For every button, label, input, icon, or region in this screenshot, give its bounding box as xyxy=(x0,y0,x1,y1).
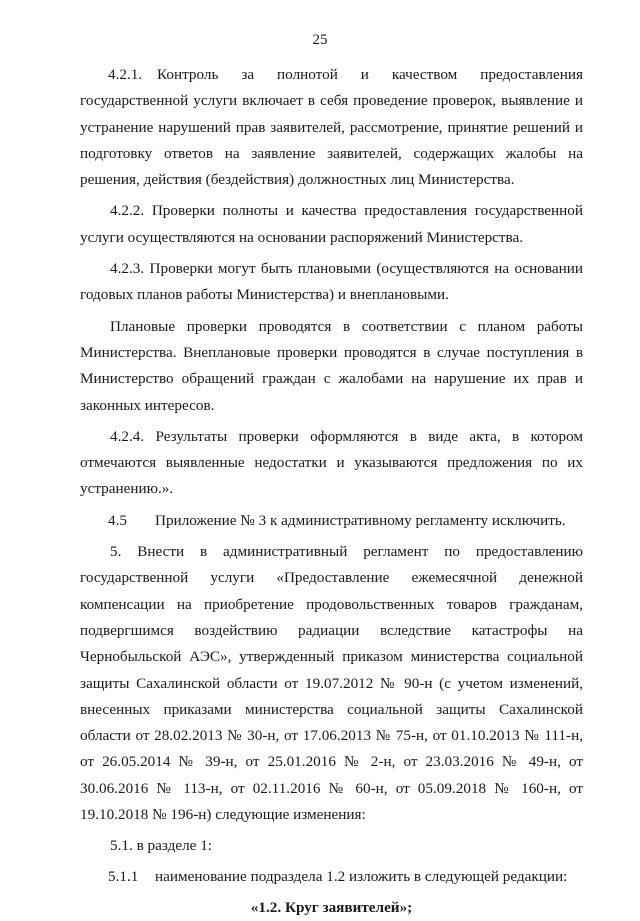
paragraph-4-2-3: 4.2.3. Проверки могут быть плановыми (осуществляются на основании годовых планов работы Министерства) и внеплановыми. xyxy=(80,260,583,304)
paragraph-planned-inspections: Плановые проверки проводятся в соответствии с планом работы Министерства. Внеплановые проверки проводятся в случае поступления в Министерство обращений граждан с жалобами на нарушение их прав и законных интересов. xyxy=(80,317,583,414)
paragraph-first-line: Контроль за полнотой и качеством предоставления xyxy=(157,66,583,83)
paragraph-number: 4.5 xyxy=(108,511,127,529)
page-number: 25 xyxy=(312,32,328,48)
paragraph-text: Приложение № 3 к административному регламенту исключить. xyxy=(155,511,566,529)
paragraph-text: государственной услуги включает в себя проведение проверок, выявление и устранение нарушений прав заявителей, рассмотрение, принятие решений и подготовку ответов на заявление заявителей, содержащих жалобы на решения, действия (бездействия) должностных лиц Министерства. xyxy=(80,92,583,189)
paragraph-5-1-1 xyxy=(80,864,583,890)
paragraph-4-2-2: 4.2.2. Проверки полноты и качества предоставления государственной услуги осуществляются на основании распоряжений Министерства. xyxy=(80,202,583,246)
document-body xyxy=(80,62,583,921)
paragraph-text: наименование подраздела 1.2 изложить в следующей редакции: xyxy=(155,867,568,885)
section-heading-1-2: «1.2. Круг заявителей»; xyxy=(250,898,413,916)
paragraph-number: 4.2.1. xyxy=(108,66,143,83)
paragraph-4-2-4: 4.2.4. Результаты проверки оформляются в виде акта, в котором отмечаются выявленные недостатки и указываются предложения по их устранению.». xyxy=(80,427,583,498)
paragraph-number: 5.1.1 xyxy=(108,867,139,885)
paragraph-5-1: 5.1. в разделе 1: xyxy=(110,837,213,855)
paragraph-4-5 xyxy=(80,508,583,534)
paragraph-5: 5. Внести в административный регламент по предоставлению государственной услуги «Предоставление ежемесячной денежной компенсации на приобретение продовольственных товаров гражданам, подвергшимся воздействию радиации вследствие катастрофы на Чернобыльской АЭС», утвержденный приказом министерства социальной защиты Сахалинской области от 19.07.2012 № 90-н (с учетом изменений, внесенных приказами министерства социальной защиты Сахалинской области от 28.02.2013 № 30-н, от 17.06.2013 № 75-н, от 01.10.2013 № 111-н, от 26.05.2014 № 39-н, от 25.01.2016 № 2-н, от 23.03.2016 № 49-н, от 30.06.2016 № 113-н, от 02.11.2016 № 60-н, от 05.09.2018 № 160-н, от 19.10.2018 № 196-н) следующие изменения: xyxy=(80,543,583,824)
paragraph-4-2-1 xyxy=(80,62,583,193)
